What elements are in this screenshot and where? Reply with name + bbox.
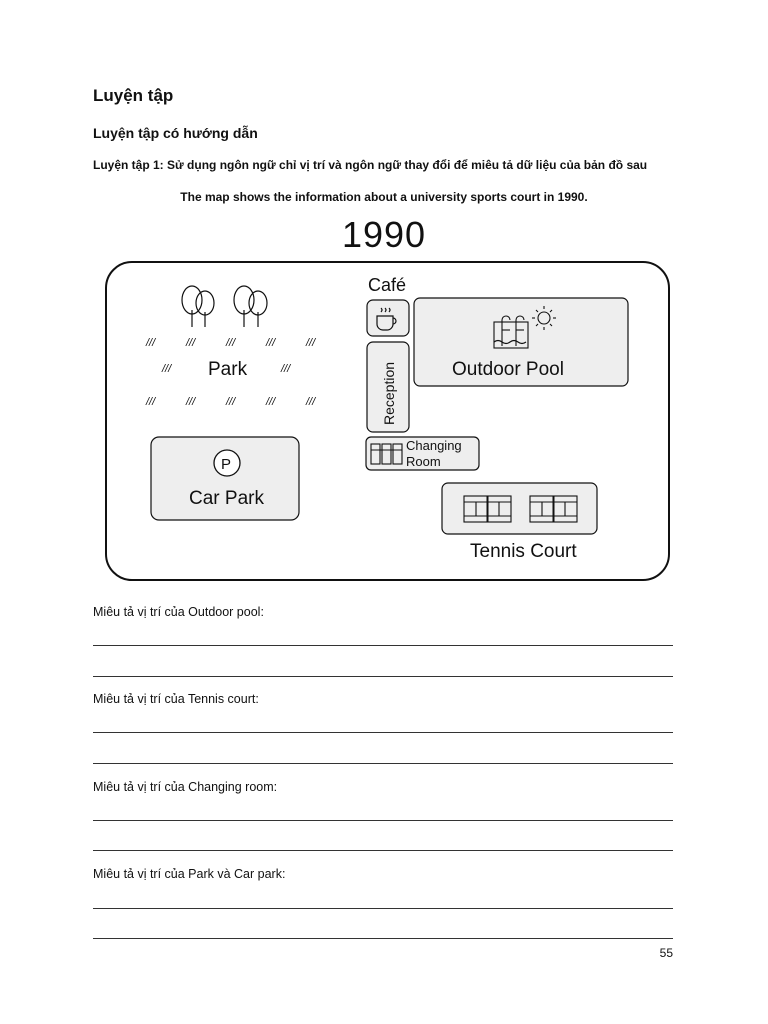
page-number: 55 [659,946,673,960]
svg-text:///: /// [306,396,316,408]
cafe-label: Café [368,275,407,295]
car-park-label: Car Park [189,488,264,509]
answer-line [93,908,673,909]
parking-symbol: P [221,456,232,473]
answer-line [93,732,673,733]
svg-text:///: /// [281,363,291,375]
reception-label: Reception [381,361,397,425]
svg-text:///: /// [186,396,196,408]
exercise-title: Luyện tập 1: Sử dụng ngôn ngữ chỉ vị trí và ngôn ngữ thay đổi để miêu tả dữ liệu của bản đồ sau [93,158,648,172]
answer-line [93,676,673,677]
answer-line [93,850,673,851]
changing-room-label: Changing [406,438,462,453]
section-heading: Luyện tập [93,86,174,105]
map-year: 1990 [341,214,427,255]
question-prompt: Miêu tả vị trí của Park và Car park: [93,867,286,881]
tennis-court-area [442,483,597,534]
changing-room-label: Room [406,454,441,469]
park-label: Park [208,359,248,380]
svg-text:///: /// [186,337,196,349]
map-caption: The map shows the information about a university sports court in 1990. [180,190,588,204]
svg-text:///: /// [226,396,236,408]
answer-line [93,938,673,939]
answer-line [93,763,673,764]
svg-text:///: /// [162,363,172,375]
question-prompt: Miêu tả vị trí của Changing room: [93,780,278,794]
subsection-heading: Luyện tập có hướng dẫn [93,125,258,141]
question-prompt: Miêu tả vị trí của Tennis court: [93,692,259,706]
svg-text:///: /// [306,337,316,349]
question-prompt: Miêu tả vị trí của Outdoor pool: [93,605,264,619]
outdoor-pool-label: Outdoor Pool [452,359,564,380]
svg-text:///: /// [266,396,276,408]
answer-line [93,820,673,821]
tennis-court-label: Tennis Court [470,541,577,562]
cafe-building [367,300,409,336]
svg-text:///: /// [146,337,156,349]
answer-line [93,645,673,646]
svg-text:///: /// [266,337,276,349]
svg-text:///: /// [226,337,236,349]
svg-text:///: /// [146,396,156,408]
